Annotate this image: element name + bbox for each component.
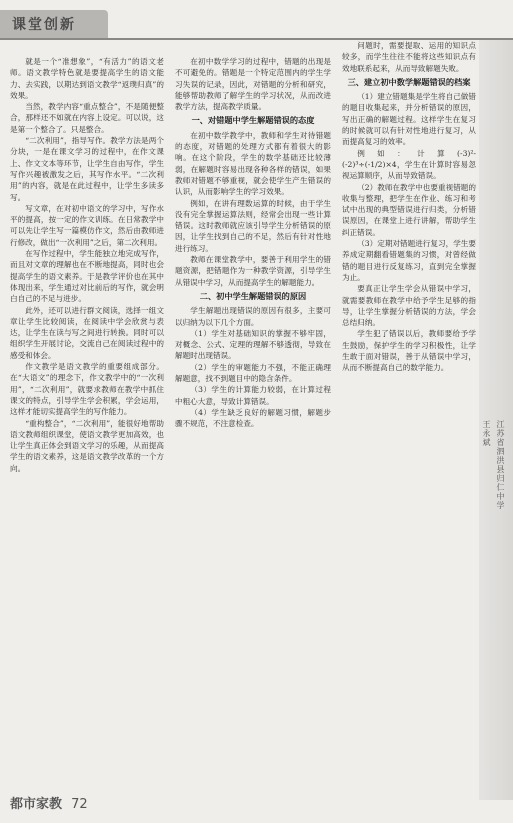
magazine-name: 都市家教	[10, 797, 63, 812]
paragraph: “二次利用”，指导写作。教学方法是两个分块，一是在课文学习的过程中，在作文课上、作文文本等环节，让学生自由写作，学生写作兴趣被激发之后，其写作水平。“二次利用”的内容，就是在此过程中，让学生多读多写。	[10, 136, 164, 202]
paragraph: 就是一个“准想象”，“有活力”的语文老师。语文教学特色就是要提高学生的语文能力、去实践，以期达到语文教学“返璞归真”的效果。	[10, 57, 164, 100]
section-heading-3: 三、建立初中数学解题错误的档案	[347, 76, 471, 87]
paragraph: （3）学生的计算能力较弱，在计算过程中粗心大意，导致计算错误。	[175, 385, 331, 406]
paragraph: “重构整合”，“二次利用”，能很好地帮助语文教师组织课堂，使语文教学更加高效，也让学生真正体会到语文学习的乐趣，从而提高学生的语文素养，这是语文教学改革的一个方向。	[10, 418, 164, 473]
author-name: 王永斌	[482, 420, 491, 447]
paragraph: （3）定期对错题进行复习，学生要养成定期翻看错题集的习惯，对曾经做错的题目进行反复练习，直到完全掌握为止。	[342, 239, 476, 282]
paragraph: （4）学生缺乏良好的解题习惯，解题步骤不规范，不注意检查。	[175, 407, 331, 429]
section-3-body	[342, 91, 476, 373]
section-1-body	[175, 130, 331, 288]
article-column-3	[342, 40, 476, 781]
section-heading-1: 一、对错题中学生解题错误的态度	[191, 115, 315, 126]
paragraph: （1）学生对基础知识的掌握不够牢固，对概念、公式、定理的理解不够透彻，导致在解题时出现错误。	[175, 328, 331, 361]
page-number: 72	[71, 797, 88, 812]
section-heading-2: 二、初中学生解题错误的原因	[199, 290, 307, 301]
paragraph: 学生犯了错误以后，教师要给予学生鼓励，保护学生的学习积极性，让学生敢于面对错误，善于从错误中学习，从而不断提高自己的数学能力。	[342, 329, 476, 373]
paragraph: 教师在课堂教学中，要善于利用学生的错题资源，把错题作为一种教学资源，引导学生从错误中学习，从而提高学生的解题能力。	[175, 255, 331, 287]
paragraph: 在写作过程中，学生能独立地完成写作，而且对文章的理解也在不断地提高，同时也会提高学生的语文素养。于是教学评价也在其中体现出来，学生通过对比前后的写作，就会明白自己的不足与进步。	[10, 249, 164, 304]
paragraph: 问题时，需要提取、运用的知识点较多，而学生往往不能将这些知识点有效地联系起来，从而导致解题失败。	[342, 41, 476, 73]
paragraph: 在初中数学学习的过程中，错题的出现是不可避免的。错题是一个特定范围内的学生学习失误的记录，因此，对错题的分析和研究，能够帮助教师了解学生的学习状况，从而改进教学方法，提高教学质量。	[175, 57, 331, 112]
paragraph: 当然，教学内容“重点整合”，不是随便整合，那样还不如就在内容上设定。可以说，这是第一个整合了。只是整合。	[10, 102, 164, 134]
section-2-body	[175, 305, 331, 429]
paragraph: 写文章，在对初中语文的学习中，写作水平的提高，按一定的作文训练。在日常教学中可以先让学生写一篇模仿作文，然后由教师进行修改，做出“一次利用”之后，第二次利用。	[10, 203, 164, 247]
paragraph: 作文教学是语文教学的重要组成部分。在“大语文”的理念下，作文教学中的“一次利用”，“二次利用”，就要求教师在教学中抓住课文的特点，引导学生学会积累，学会运用，这样才能切实提高学生的写作能力。	[10, 362, 164, 417]
paragraph: 此外，还可以进行群文阅读，选择一组文章让学生比较阅读，在阅读中学会欣赏与表达，让学生在读与写之间进行转换。同时可以组织学生开展讨论，交流自己在阅读过程中的感受和体会。	[10, 305, 164, 360]
paragraph: 例如，在讲有理数运算的时候，由于学生没有完全掌握运算法则，经常会出现一些计算错误。这时教师就应该引导学生分析错误的原因，让学生找到自己的不足，然后有针对性地进行练习。	[175, 198, 331, 253]
paragraph: 在初中数学教学中，教师和学生对待错题的态度，对错题的处理方式都有着很大的影响。在这个阶段，学生的数学基础还比较薄弱，在解题时容易出现各种各样的错误，如果教师对错题不够重视，就会使学生产生错误的认识，从而影响学生的学习效果。	[175, 130, 331, 197]
author-byline	[484, 420, 506, 510]
paragraph: （2）学生的审题能力不强，不能正确理解题意，找不到题目中的隐含条件。	[175, 362, 331, 384]
paragraph: （2）教师在教学中也要重视错题的收集与整理，把学生在作业、练习和考试中出现的典型错误进行归类，分析错误原因，在课堂上进行讲解，帮助学生纠正错误。	[342, 182, 476, 237]
column-2-intro	[175, 56, 331, 112]
paragraph: 例如：计算(-3)²-(-2)³÷(-1/2)×4，学生在计算时容易忽视运算顺序，从而导致错误。	[342, 148, 476, 181]
paragraph: 学生解题出现错误的原因有很多，主要可以归纳为以下几个方面。	[175, 306, 331, 327]
article-column-2	[175, 56, 331, 781]
paragraph: （1）建立错题集是学生将自己做错的题目收集起来，并分析错误的原因，写出正确的解题过程。这样学生在复习的时候就可以有针对性地进行复习，从而提高复习的效率。	[342, 92, 476, 147]
page-footer	[10, 793, 310, 813]
column-3-intro	[342, 40, 476, 74]
paragraph: 要真正让学生学会从错误中学习，就需要教师在教学中给予学生足够的指导，让学生掌握分析错误的方法，学会总结归纳。	[342, 284, 476, 328]
section-title: 课堂创新	[12, 17, 76, 33]
author-school: 江苏省泗洪县归仁中学	[496, 420, 505, 510]
article-column-1	[10, 56, 164, 781]
